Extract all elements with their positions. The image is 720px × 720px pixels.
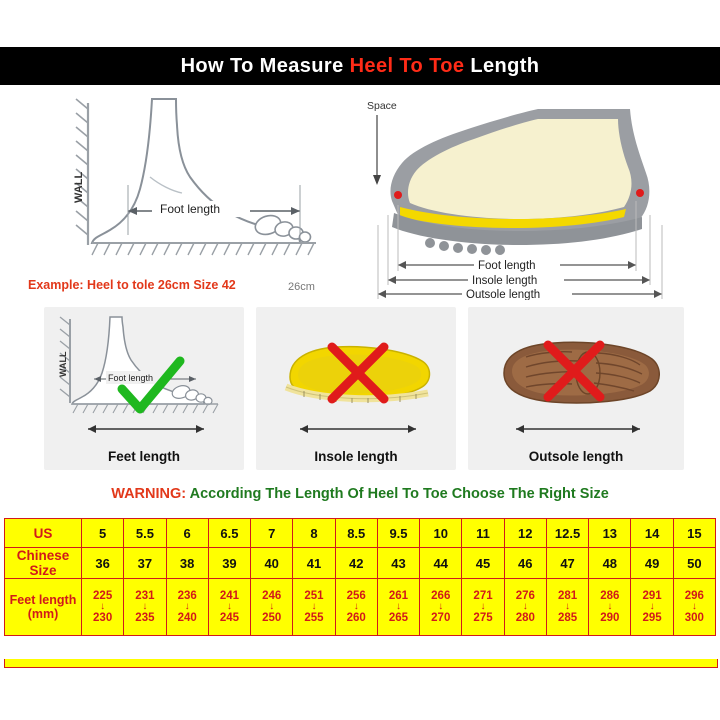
cell-cn-0: 36 xyxy=(82,548,124,579)
example-note: Example: Heel to tole 26cm Size 42 xyxy=(28,278,236,292)
cell-mm-4 xyxy=(251,579,293,636)
mm-to-8: 270 xyxy=(431,611,451,624)
panel3-caption: Outsole length xyxy=(528,449,624,464)
mm-from-14: 296 xyxy=(684,590,704,603)
warning-word: WARNING: xyxy=(111,486,187,502)
cell-cn-2: 38 xyxy=(166,548,208,579)
cell-us-9: 11 xyxy=(462,519,504,548)
cell-us-0: 5 xyxy=(82,519,124,548)
arrow-11: ↓ xyxy=(565,601,571,613)
left-foot-diagram xyxy=(73,99,316,255)
wall-label-left: WALL xyxy=(73,171,85,203)
cell-cn-8: 44 xyxy=(420,548,462,579)
cell-cn-10: 46 xyxy=(504,548,546,579)
cell-mm-10 xyxy=(504,579,546,636)
cell-cn-7: 43 xyxy=(377,548,419,579)
row-label-us: US xyxy=(5,519,82,548)
cell-mm-9 xyxy=(462,579,504,636)
arrow-5: ↓ xyxy=(311,601,317,613)
arrow-7: ↓ xyxy=(395,601,401,613)
mm-from-6: 256 xyxy=(346,590,366,603)
arrow-6: ↓ xyxy=(353,601,359,613)
foot-length-label: Foot length xyxy=(478,260,536,272)
mm-to-1: 235 xyxy=(135,611,155,624)
cell-cn-11: 47 xyxy=(546,548,588,579)
mm-to-10: 280 xyxy=(515,611,535,624)
cell-cn-5: 41 xyxy=(293,548,335,579)
mm-to-9: 275 xyxy=(473,611,493,624)
mm-from-13: 291 xyxy=(642,590,662,603)
upper-diagrams xyxy=(0,85,720,300)
warning-text: According The Length Of Heel To Toe Choose The Right Size xyxy=(186,486,609,502)
mm-from-2: 236 xyxy=(177,590,197,603)
mm-from-3: 241 xyxy=(219,590,240,603)
panel1-caption: Feet length xyxy=(107,449,180,464)
cell-us-5: 8 xyxy=(293,519,335,548)
cell-us-11: 12.5 xyxy=(546,519,588,548)
cell-mm-0 xyxy=(82,579,124,636)
title-part2: Length xyxy=(464,54,540,77)
mm-to-2: 240 xyxy=(177,611,197,624)
cell-cn-3: 39 xyxy=(208,548,250,579)
mm-to-12: 290 xyxy=(600,611,620,624)
table-bottom-strip xyxy=(4,659,718,668)
mm-to-11: 285 xyxy=(557,611,578,624)
size-table xyxy=(4,518,716,636)
panel2-caption: Insole length xyxy=(314,449,398,464)
arrow-14: ↓ xyxy=(691,601,697,613)
arrow-0: ↓ xyxy=(100,601,106,613)
cell-mm-1 xyxy=(124,579,166,636)
table-row-feet-length xyxy=(5,579,716,636)
mm-from-7: 261 xyxy=(388,590,409,603)
arrow-13: ↓ xyxy=(649,601,655,613)
mm-from-4: 246 xyxy=(262,590,282,603)
cell-cn-9: 45 xyxy=(462,548,504,579)
mm-from-8: 266 xyxy=(431,590,451,603)
warning-line xyxy=(0,486,720,502)
mm-from-0: 225 xyxy=(93,590,113,603)
mm-from-10: 276 xyxy=(515,590,535,603)
wall-label-panel1: WALL xyxy=(58,351,68,377)
arrow-9: ↓ xyxy=(480,601,486,613)
title-highlight: Heel To Toe xyxy=(349,54,465,77)
panel-outsole-length xyxy=(468,307,684,470)
comparison-panels xyxy=(44,307,684,470)
cell-mm-8 xyxy=(420,579,462,636)
panel1-inner-label: Foot length xyxy=(108,373,154,383)
cell-us-1: 5.5 xyxy=(124,519,166,548)
arrow-1: ↓ xyxy=(142,601,148,613)
mm-from-11: 281 xyxy=(557,590,578,603)
table-row-us xyxy=(5,519,716,548)
cell-mm-14 xyxy=(673,579,715,636)
arrow-12: ↓ xyxy=(607,601,613,613)
cell-cn-14: 50 xyxy=(673,548,715,579)
cell-us-6: 8.5 xyxy=(335,519,377,548)
cell-mm-3 xyxy=(208,579,250,636)
cell-us-7: 9.5 xyxy=(377,519,419,548)
cell-cn-13: 49 xyxy=(631,548,673,579)
panel-feet-length xyxy=(44,307,244,470)
cell-mm-13 xyxy=(631,579,673,636)
page-title xyxy=(181,55,540,78)
mm-to-13: 295 xyxy=(642,611,662,624)
panel1-svg xyxy=(44,307,244,447)
panel2-svg xyxy=(256,307,456,447)
row-label-chinese-size: Chinese Size xyxy=(5,548,82,579)
cell-mm-5 xyxy=(293,579,335,636)
cell-mm-7 xyxy=(377,579,419,636)
table-row-chinese-size xyxy=(5,548,716,579)
arrow-10: ↓ xyxy=(522,601,528,613)
row-label-feet-length: Feet length (mm) xyxy=(5,579,82,636)
size-conversion-table xyxy=(4,518,716,636)
cell-cn-4: 40 xyxy=(251,548,293,579)
cell-mm-11 xyxy=(546,579,588,636)
cell-mm-12 xyxy=(589,579,631,636)
mm-to-6: 260 xyxy=(346,611,366,624)
mm-to-4: 250 xyxy=(262,611,282,624)
cell-us-13: 14 xyxy=(631,519,673,548)
cell-us-3: 6.5 xyxy=(208,519,250,548)
mm-from-9: 271 xyxy=(473,590,493,603)
insole-length-label: Insole length xyxy=(472,275,538,287)
cell-cn-6: 42 xyxy=(335,548,377,579)
cell-us-14: 15 xyxy=(673,519,715,548)
panel-insole-length xyxy=(256,307,456,470)
title-bar xyxy=(0,47,720,85)
panel3-svg xyxy=(468,307,684,447)
cm-note: 26cm xyxy=(288,281,315,293)
right-shoe-diagram xyxy=(367,100,662,300)
cell-cn-1: 37 xyxy=(124,548,166,579)
arrow-4: ↓ xyxy=(269,601,275,613)
cell-us-10: 12 xyxy=(504,519,546,548)
left-foot-length-label: Foot length xyxy=(160,202,221,216)
cell-mm-2 xyxy=(166,579,208,636)
mm-to-7: 265 xyxy=(388,611,409,624)
diagram-svg xyxy=(0,85,720,300)
arrow-8: ↓ xyxy=(438,601,444,613)
outsole-length-label: Outsole length xyxy=(466,289,541,300)
arrow-2: ↓ xyxy=(184,601,190,613)
mm-to-14: 300 xyxy=(684,611,704,624)
title-part1: How To Measure xyxy=(180,54,350,77)
mm-from-1: 231 xyxy=(135,590,155,603)
mm-to-3: 245 xyxy=(219,611,240,624)
space-label: Space xyxy=(367,100,397,112)
cell-us-8: 10 xyxy=(420,519,462,548)
cell-cn-12: 48 xyxy=(589,548,631,579)
mm-from-12: 286 xyxy=(600,590,620,603)
arrow-3: ↓ xyxy=(226,601,232,613)
mm-to-0: 230 xyxy=(93,611,113,624)
cell-us-2: 6 xyxy=(166,519,208,548)
cell-us-12: 13 xyxy=(589,519,631,548)
cell-us-4: 7 xyxy=(251,519,293,548)
mm-to-5: 255 xyxy=(304,611,324,624)
mm-from-5: 251 xyxy=(304,590,324,603)
cell-mm-6 xyxy=(335,579,377,636)
